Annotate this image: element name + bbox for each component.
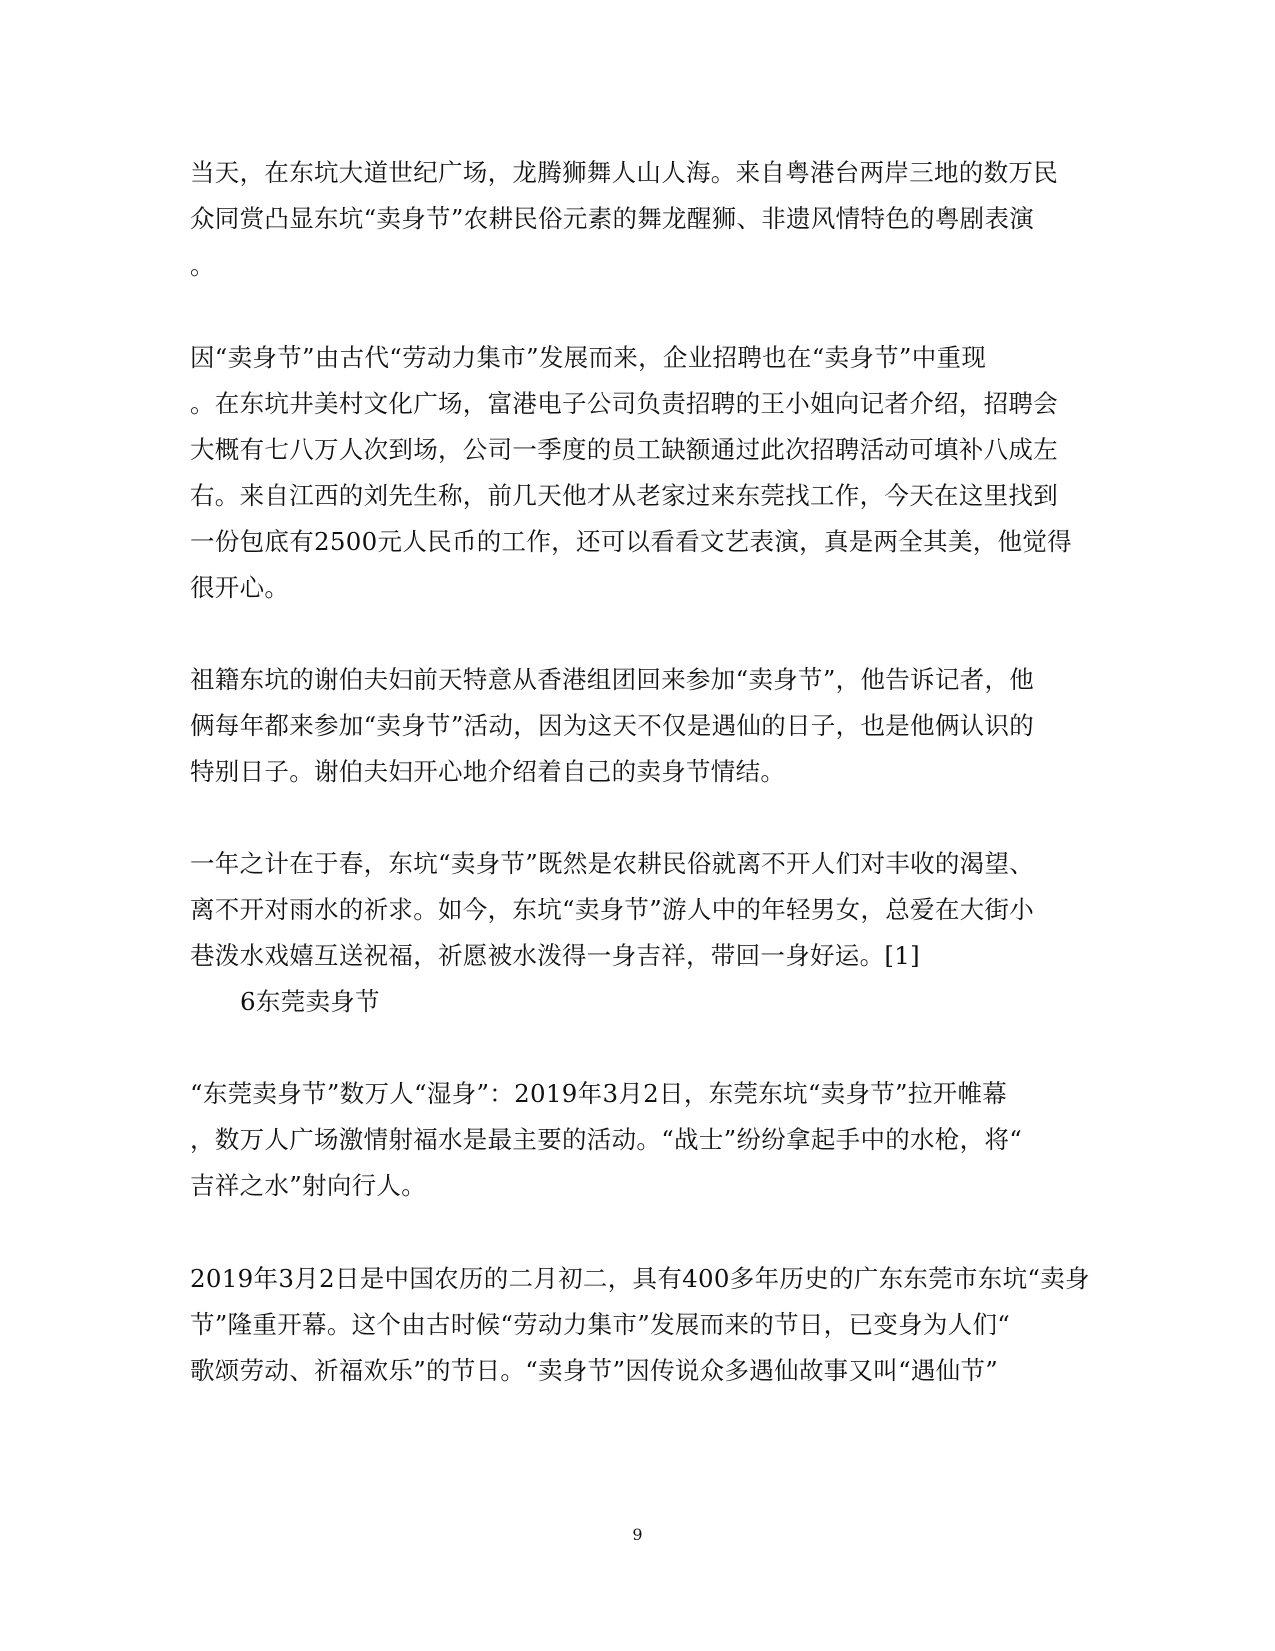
paragraph-1-line-1: 当天，在东坑大道世纪广场，龙腾狮舞人山人海。来自粤港台两岸三地的数万民 <box>190 158 1058 187</box>
paragraph-5-line-3: 吉祥之水”射向行人。 <box>190 1171 427 1200</box>
paragraph-4-line-1: 一年之计在于春，东坑“卖身节”既然是农耕民俗就离不开人们对丰收的渴望、 <box>190 849 1035 878</box>
paragraph-6-line-2: 节”隆重开幕。这个由古时候“劳动力集市”发展而来的节日，已变身为人们“ <box>190 1310 1011 1339</box>
paragraph-2-line-3: 大概有七八万人次到场，公司一季度的员工缺额通过此次招聘活动可填补八成左 <box>190 435 1058 464</box>
paragraph-5-line-1: “东莞卖身节”数万人“湿身”：2019年3月2日，东莞东坑“卖身节”拉开帷幕 <box>190 1079 1008 1108</box>
paragraph-2-line-5: 一份包底有2500元人民币的工作，还可以看看文艺表演，真是两全其美，他觉得 <box>190 527 1072 556</box>
paragraph-3-line-3: 特别日子。谢伯夫妇开心地介绍着自己的卖身节情结。 <box>190 757 786 786</box>
paragraph-5-line-2: ，数万人广场激情射福水是最主要的活动。“战士”纷纷拿起手中的水枪，将“ <box>190 1125 1023 1154</box>
paragraph-2-line-1: 因“卖身节”由古代“劳动力集市”发展而来，企业招聘也在“卖身节”中重现 <box>190 343 987 372</box>
paragraph-4-line-3: 巷泼水戏嬉互送祝福，祈愿被水泼得一身吉祥，带回一身好运。[1] <box>190 941 921 970</box>
paragraph-2-line-2: 。在东坑井美村文化广场，富港电子公司负责招聘的王小姐向记者介绍，招聘会 <box>190 389 1058 418</box>
page-number: 9 <box>632 1525 643 1544</box>
paragraph-4-line-2: 离不开对雨水的祈求。如今，东坑“卖身节”游人中的年轻男女，总爱在大街小 <box>190 895 1035 924</box>
paragraph-3-line-1: 祖籍东坑的谢伯夫妇前天特意从香港组团回来参加“卖身节”，他告诉记者，他 <box>190 665 1035 694</box>
paragraph-2-line-4: 右。来自江西的刘先生称，前几天他才从老家过来东莞找工作，今天在这里找到 <box>190 481 1058 510</box>
section-heading: 6东莞卖身节 <box>240 987 380 1016</box>
paragraph-1-line-2: 众同赏凸显东坑“卖身节”农耕民俗元素的舞龙醒狮、非遗风情特色的粤剧表演 <box>190 204 1035 233</box>
paragraph-2-line-6: 很开心。 <box>190 573 290 602</box>
paragraph-1-line-3: 。 <box>190 251 215 280</box>
paragraph-6-line-3: 歌颂劳动、祈福欢乐”的节日。“卖身节”因传说众多遇仙故事又叫“遇仙节” <box>190 1356 999 1385</box>
paragraph-3-line-2: 俩每年都来参加“卖身节”活动，因为这天不仅是遇仙的日子，也是他俩认识的 <box>190 711 1035 740</box>
paragraph-6-line-1: 2019年3月2日是中国农历的二月初二，具有400多年历史的广东东莞市东坑“卖身 <box>190 1264 1090 1293</box>
